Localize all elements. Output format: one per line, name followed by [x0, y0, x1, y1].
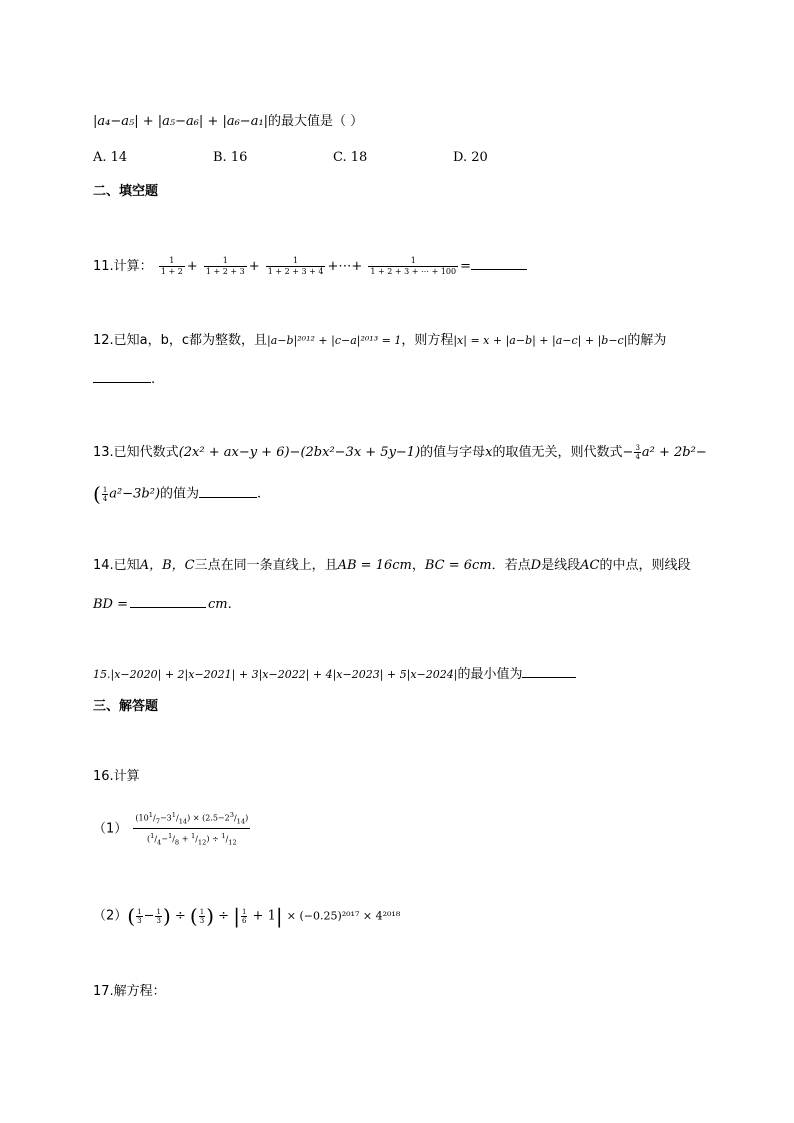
q11-fraction-1: $\frac{1}{1 + 2}$	[160, 256, 183, 276]
q11-equals: =	[460, 259, 471, 274]
q16-part-2-label: （2）	[93, 908, 128, 924]
q13-fraction-1-4: $\frac{1}{4}$	[102, 485, 108, 503]
q16-part-1-label: （1）	[93, 821, 128, 837]
q12-suffix: 的解为	[627, 333, 667, 348]
q10-line	[93, 115, 363, 128]
section-title-solve: 三、解答题	[93, 699, 159, 714]
q14-line-2: BD = cm.	[93, 597, 232, 612]
q10-tail: 的最大值是（ ）	[268, 114, 364, 129]
q10-option-b[interactable]: B. 16	[213, 150, 248, 165]
q13-expression-2b: a²−3b²)	[109, 486, 161, 502]
q13-prefix: 13.已知代数式	[93, 445, 179, 460]
q14-text-a: 14.已知	[93, 558, 140, 573]
q11-fraction-3: $\frac{1}{1 + 2 + 3 + 4}$	[267, 256, 324, 276]
q14-ac: AC	[580, 558, 600, 573]
q13-expression-2a: a² + 2b²−	[641, 445, 707, 460]
q14-unit: cm	[208, 597, 228, 612]
q15-suffix: 的最小值为	[457, 667, 523, 682]
q13-variable: x	[485, 445, 493, 460]
section-title-fill-in: 二、填空题	[93, 184, 159, 199]
q14-points: A，B，C	[139, 558, 195, 573]
q13-expression-1: (2x² + ax−y + 6)−(2bx²−3x + 5y−1)	[178, 445, 421, 460]
q16-part-1	[93, 808, 252, 850]
q15-line	[93, 665, 576, 681]
q14-text-f: 的中点，则线段	[599, 558, 691, 573]
q11-label: 11.计算：	[93, 259, 153, 274]
q13-answer-blank[interactable]	[199, 485, 257, 498]
q14-line-1: 14.已知A，B，C三点在同一条直线上，且AB = 16cm，BC = 6cm．若点D是线段AC的中点，则线段	[93, 558, 691, 573]
q16-label: 16.计算	[93, 769, 140, 784]
q14-bc: BC = 6cm	[424, 558, 492, 573]
q11-answer-blank[interactable]	[471, 257, 527, 270]
q10-expression: |a₄−a₅| + |a₅−a₆| + |a₆−a₁|	[93, 114, 269, 129]
q10-option-c[interactable]: C. 18	[333, 150, 368, 165]
q14-text-d: ．若点	[491, 558, 531, 573]
q14-text-e: 是线段	[541, 558, 581, 573]
q14-ab: AB = 16cm	[337, 558, 412, 573]
q12-condition: |a−b|²⁰¹² + |c−a|²⁰¹³ = 1	[267, 334, 402, 347]
q12-line	[93, 334, 666, 347]
q12-equation: |x| = x + |a−b| + |a−c| + |b−c|	[453, 334, 628, 347]
q15-answer-blank[interactable]	[522, 665, 576, 678]
q16-part-1-fraction: $\frac{(10^1/_7-3^1/_{14}) \times (2.5-2^3/_{14})}{(^1/_4-^1/_8 + ^1/_{12}) \div ^1/_{12}}$	[133, 808, 250, 850]
q14-text-c: 三点在同一条直线上，且	[194, 558, 338, 573]
q13-fraction-3-4: $\frac{3}{4}$	[635, 444, 640, 461]
q13-mid2: 的取值无关，则代数式	[492, 445, 623, 460]
q12-answer-blank[interactable]	[93, 370, 151, 383]
q12-mid: ，则方程	[401, 333, 454, 348]
q12-prefix: 12.已知a，b，c都为整数，且	[93, 333, 268, 348]
q10-option-d[interactable]: D. 20	[453, 150, 488, 165]
q14-point-d: D	[530, 558, 542, 573]
q10-option-a[interactable]: A. 14	[93, 150, 128, 165]
q13-line-1: 13.已知代数式(2x² + ax−y + 6)−(2bx²−3x + 5y−1)的值与字母x的取值无关，则代数式− $\frac{3}{4}$ a² + 2b²−	[93, 444, 707, 461]
q14-bd: BD =	[93, 597, 129, 612]
q16-part-2: （2）( $\frac{1}{3}$ − $\frac{1}{3}$ ) ÷ ( $\frac{1}{3}$ ) ÷ | $\frac{1}{6}$ + 1| × (−0.25)²⁰¹⁷ × 4²⁰¹⁸	[93, 904, 401, 928]
q11-fraction-4: $\frac{1}{1 + 2 + 3 + \cdots + 100}$	[370, 256, 457, 276]
q11-fraction-2: $\frac{1}{1 + 2 + 3}$	[205, 256, 245, 276]
q12-answer-line: .	[93, 370, 155, 386]
q13-mid: 的值与字母	[420, 445, 486, 460]
q17-label: 17.解方程：	[93, 984, 166, 999]
q16-part-2-tail: × (−0.25)²⁰¹⁷ × 4²⁰¹⁸	[286, 909, 401, 923]
q14-answer-blank[interactable]	[130, 595, 206, 608]
q15-expression: 15.|x−2020| + 2|x−2021| + 3|x−2022| + 4|x−2023| + 5|x−2024|	[93, 668, 458, 681]
q11-ellipsis: +⋯+	[327, 259, 363, 274]
q13-line-2: ( $\frac{1}{4}$ a²−3b²)的值为 .	[93, 482, 262, 506]
q11-line: 11.计算： $\frac{1}{1 + 2}$ + $\frac{1}{1 + 2 + 3}$ + $\frac{1}{1 + 2 + 3 + 4}$ +⋯+ $\frac{1}{1 + 2 + 3 + \cdots + 100}$ =	[93, 256, 527, 277]
q13-suffix: 的值为	[160, 486, 200, 502]
